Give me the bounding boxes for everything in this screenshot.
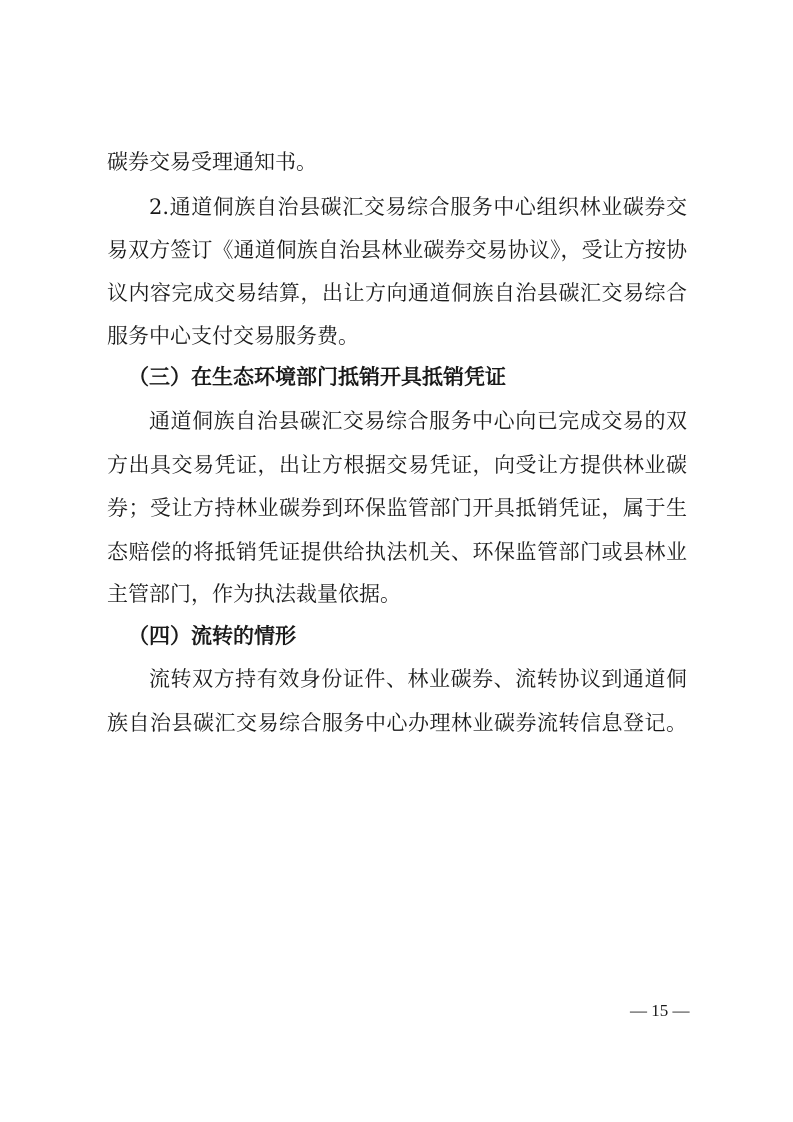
paragraph-line: 族自治县碳汇交易综合服务中心办理林业碳券流转信息登记。 bbox=[107, 711, 687, 735]
paragraph-line: 碳券交易受理通知书。 bbox=[107, 150, 317, 174]
paragraph-line: 态赔偿的将抵销凭证提供给执法机关、环保监管部门或县林业 bbox=[107, 540, 687, 564]
paragraph-line: 主管部门，作为执法裁量依据。 bbox=[107, 582, 401, 606]
paragraph-line: 2.通道侗族自治县碳汇交易综合服务中心组织林业碳券交 bbox=[149, 195, 687, 219]
section-heading: （四）流转的情形 bbox=[128, 624, 296, 648]
paragraph-line: 券；受让方持林业碳券到环保监管部门开具抵销凭证，属于生 bbox=[107, 496, 687, 520]
page-number: — 15 — bbox=[630, 1001, 690, 1020]
paragraph-line: 流转双方持有效身份证件、林业碳券、流转协议到通道侗 bbox=[149, 667, 687, 691]
paragraph-line: 方出具交易凭证，出让方根据交易凭证，向受让方提供林业碳 bbox=[107, 453, 687, 477]
paragraph-line: 服务中心支付交易服务费。 bbox=[107, 324, 359, 348]
paragraph-line: 议内容完成交易结算，出让方向通道侗族自治县碳汇交易综合 bbox=[107, 281, 687, 305]
paragraph-line: 通道侗族自治县碳汇交易综合服务中心向已完成交易的双 bbox=[149, 409, 687, 433]
paragraph-line: 易双方签订《通道侗族自治县林业碳券交易协议》，受让方按协 bbox=[107, 238, 687, 262]
section-heading: （三）在生态环境部门抵销开具抵销凭证 bbox=[128, 365, 506, 389]
